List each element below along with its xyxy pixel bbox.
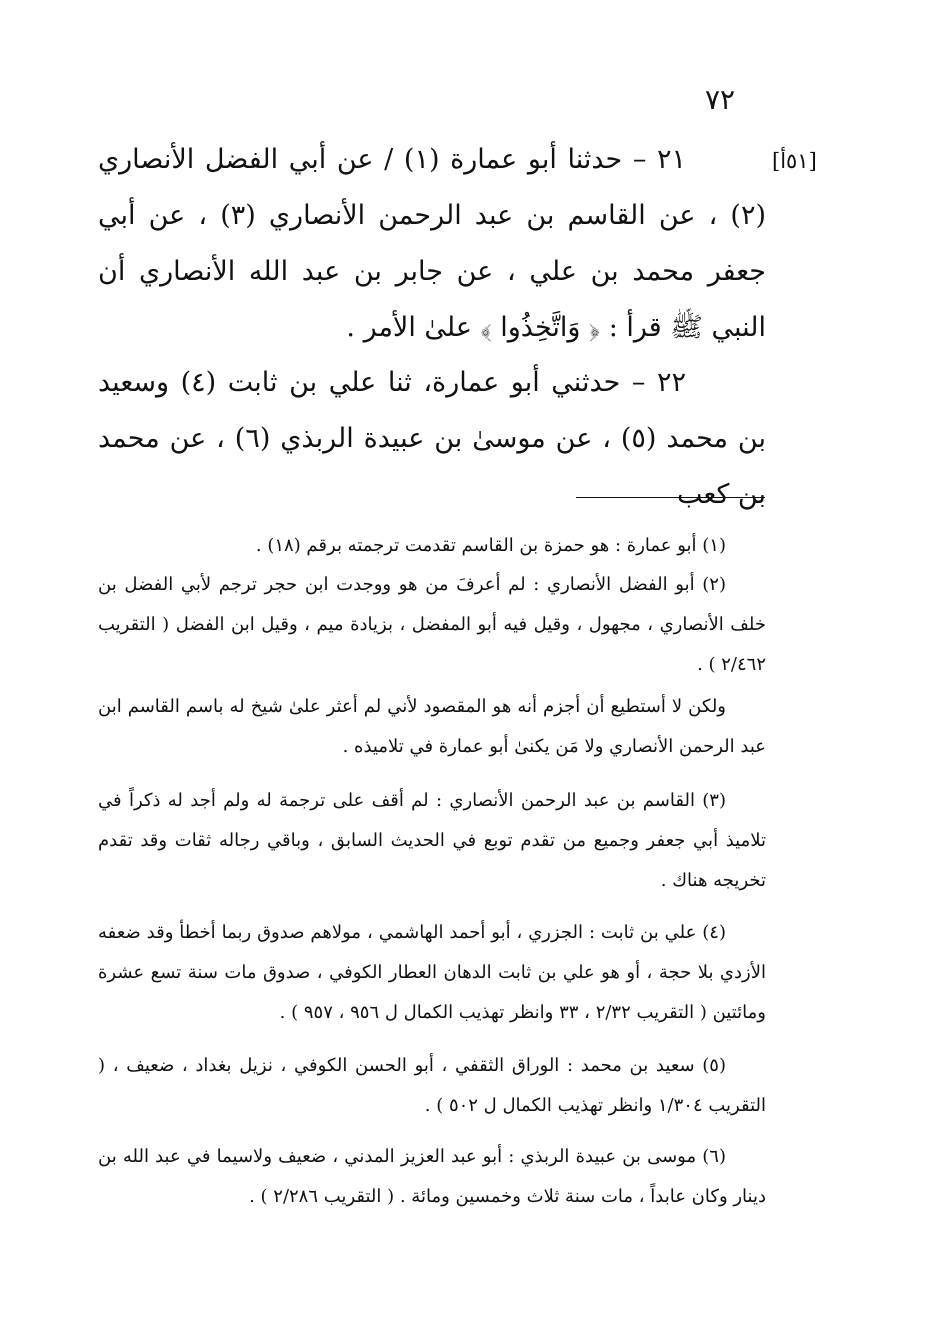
footnote-separator [576,497,765,498]
footnote-2-continued: ولكن لا أستطيع أن أجزم أنه هو المقصود لأني لم أعثر علىٰ شيخ له باسم القاسم ابن عبد الرحمن الأنصاري ولا مَن يكنىٰ أبو عمارة في تلاميذه . [98,696,766,757]
hadith-entry-21 [98,132,766,356]
footnote-4: (٤) علي بن ثابت : الجزري ، أبو أحمد الهاشمي ، مولاهم صدوق ربما أخطأ وقد ضعفه الأزدي بلا حجة ، أو هو علي بن ثابت الدهان العطار الكوفي ، صدوق مات سنة تسع عشرة ومائتين ( التقريب ٢/٣٢ ، ٣٣ وانظر تهذيب الكمال ل ٩٥٦ ، ٩٥٧ ) . [98,922,766,1023]
footnote-5: (٥) سعيد بن محمد : الوراق الثقفي ، أبو الحسن الكوفي ، نزيل بغداد ، ضعيف ، ( التقريب ١/٣٠٤ وانظر تهذيب الكمال ل ٥٠٢ ) . [98,1055,766,1116]
hadith-21-text: ٢١ – حدثنا أبو عمارة (١) / عن أبي الفضل الأنصاري (٢) ، عن القاسم بن عبد الرحمن الأنصاري (٣) ، عن أبي جعفر محمد بن علي ، عن جابر بن عبد الله الأنصاري أن النبي ﷺ قرأ : ﴿ وَاتَّخِذُوا ﴾ علىٰ الأمر . [98,144,767,343]
footnote-2: (٢) أبو الفضل الأنصاري : لم أعرفَ من هو ووجدت ابن حجر ترجم لأبي الفضل بن خلف الأنصاري ، مجهول ، وقيل فيه أبو المفضل ، بزيادة ميم ، وقيل ابن الفضل ( التقريب ٢/٤٦٢ ) . [98,574,766,675]
hadith-22-text: ٢٢ – حدثني أبو عمارة، ثنا علي بن ثابت (٤) وسعيد بن محمد (٥) ، عن موسىٰ بن عبيدة الربذي (٦) ، عن محمد بن كعب [98,367,766,510]
footnote-1: (١) أبو عمارة : هو حمزة بن القاسم تقدمت ترجمته برقم (١٨) . [255,535,726,556]
footnote-3: (٣) القاسم بن عبد الرحمن الأنصاري : لم أقف على ترجمة له ولم أجد له ذكراً في تلاميذ أبي جعفر وجميع من تقدم توبع في الحديث السابق ، وباقي رجاله ثقات وقد تقدم تخريجه هناك . [98,790,766,891]
page-number: ٧٢ [704,83,736,116]
manuscript-folio-ref: [٥١أ] [772,149,817,173]
footnote-6: (٦) موسى بن عبيدة الربذي : أبو عبد العزيز المدني ، ضعيف ولاسيما في عبد الله بن دينار وكان عابداً ، مات سنة ثلاث وخمسين ومائة . ( التقريب ٢/٢٨٦ ) . [98,1146,766,1207]
